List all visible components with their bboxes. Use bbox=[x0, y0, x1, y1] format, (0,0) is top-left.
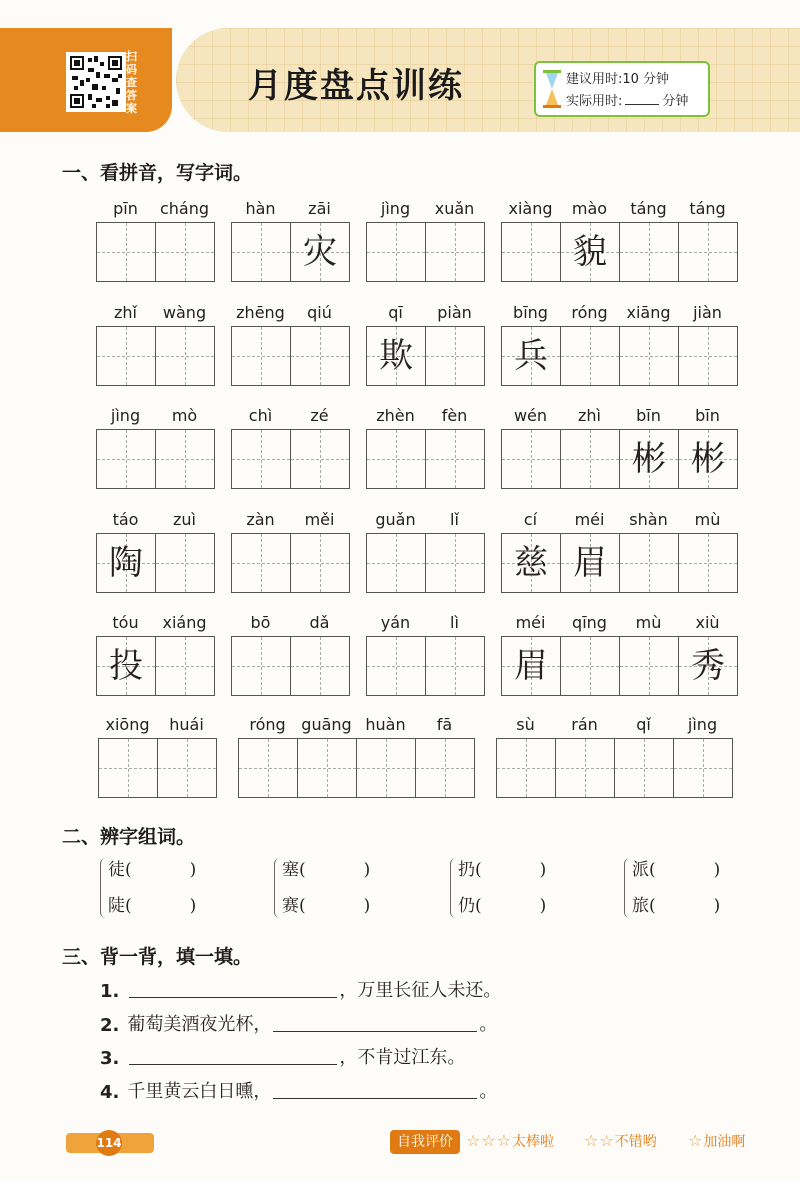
answer-cell[interactable] bbox=[502, 430, 561, 488]
pair-char: 塞( bbox=[282, 860, 306, 880]
pinyin-syllable: jìng bbox=[110, 406, 141, 425]
pinyin-syllable: bō bbox=[250, 613, 271, 632]
answer-blank[interactable] bbox=[273, 1097, 477, 1099]
pinyin-syllable: táng bbox=[630, 199, 667, 218]
pinyin-syllable: guāng bbox=[301, 715, 352, 734]
answer-cell[interactable] bbox=[156, 534, 215, 592]
answer-blank[interactable] bbox=[129, 996, 337, 998]
cell-char: 慈 bbox=[514, 543, 548, 583]
word-group bbox=[98, 712, 217, 798]
word-group bbox=[366, 300, 485, 386]
rating-keep-going[interactable] bbox=[688, 1131, 745, 1151]
answer-cell[interactable] bbox=[679, 223, 738, 281]
pinyin-syllable: mù bbox=[694, 510, 721, 529]
pinyin-row bbox=[231, 300, 350, 326]
brace-icon bbox=[624, 858, 631, 918]
writing-grid bbox=[238, 738, 475, 798]
given-char-cell bbox=[620, 430, 679, 488]
pinyin-row bbox=[366, 610, 485, 636]
rating-good[interactable] bbox=[584, 1131, 657, 1151]
word-group bbox=[501, 610, 738, 696]
answer-cell[interactable] bbox=[426, 223, 485, 281]
answer-cell[interactable] bbox=[416, 739, 475, 797]
pair-char: 赛( bbox=[282, 896, 306, 916]
writing-grid bbox=[366, 533, 485, 593]
poem-line bbox=[100, 1043, 465, 1069]
answer-cell[interactable] bbox=[357, 739, 416, 797]
answer-cell[interactable] bbox=[561, 430, 620, 488]
answer-cell[interactable] bbox=[97, 327, 156, 385]
word-group bbox=[231, 507, 350, 593]
answer-blank[interactable] bbox=[129, 1063, 337, 1065]
pinyin-syllable: lì bbox=[450, 613, 459, 632]
word-group bbox=[366, 196, 485, 282]
given-char-cell bbox=[502, 534, 561, 592]
pinyin-syllable: pīn bbox=[113, 199, 138, 218]
pinyin-row bbox=[98, 712, 217, 738]
answer-cell[interactable] bbox=[291, 637, 350, 695]
actual-time bbox=[566, 90, 688, 109]
answer-cell[interactable] bbox=[298, 739, 357, 797]
writing-grid bbox=[96, 326, 215, 386]
answer-cell[interactable] bbox=[502, 223, 561, 281]
answer-cell[interactable] bbox=[426, 534, 485, 592]
rating-label: 太棒啦 bbox=[512, 1134, 555, 1150]
qr-tab bbox=[0, 28, 172, 132]
answer-cell[interactable] bbox=[239, 739, 298, 797]
pinyin-syllable: xiōng bbox=[105, 715, 150, 734]
cell-char: 秀 bbox=[691, 646, 725, 686]
pinyin-syllable: xiàng bbox=[508, 199, 553, 218]
answer-cell[interactable] bbox=[615, 739, 674, 797]
paren-close: ) bbox=[539, 896, 547, 916]
poem-text: 。 bbox=[479, 1081, 498, 1102]
given-char-cell bbox=[97, 637, 156, 695]
pinyin-syllable: róng bbox=[571, 303, 608, 322]
page-number-badge bbox=[66, 1133, 154, 1153]
char-pair bbox=[108, 852, 196, 924]
answer-cell[interactable] bbox=[291, 327, 350, 385]
pair-char: 徒( bbox=[108, 860, 132, 880]
pinyin-syllable: huái bbox=[169, 715, 204, 734]
pair-item[interactable] bbox=[282, 852, 370, 888]
answer-cell[interactable] bbox=[97, 430, 156, 488]
suggested-time: 建议用时:10 分钟 bbox=[566, 72, 670, 87]
given-char-cell bbox=[679, 637, 738, 695]
cell-char: 眉 bbox=[573, 543, 607, 583]
pinyin-syllable: bīng bbox=[513, 303, 548, 322]
pinyin-syllable: mù bbox=[635, 613, 662, 632]
page-number: 114 bbox=[96, 1130, 122, 1156]
pinyin-row bbox=[366, 196, 485, 222]
paren-close: ) bbox=[539, 860, 547, 880]
writing-grid bbox=[366, 326, 485, 386]
pinyin-syllable: zhì bbox=[578, 406, 601, 425]
line-number: 2. bbox=[100, 1015, 120, 1036]
word-group bbox=[96, 196, 215, 282]
poem-text: ，不肯过江东。 bbox=[339, 1047, 466, 1068]
title-banner bbox=[176, 28, 800, 132]
word-group bbox=[366, 403, 485, 489]
given-char-cell bbox=[97, 534, 156, 592]
pinyin-syllable: zé bbox=[310, 406, 329, 425]
char-pair bbox=[632, 852, 720, 924]
pinyin-syllable: mò bbox=[171, 406, 198, 425]
pinyin-syllable: qǐ bbox=[636, 715, 651, 734]
paren-close: ) bbox=[189, 860, 197, 880]
cell-char: 兵 bbox=[514, 336, 548, 376]
pair-item[interactable] bbox=[108, 852, 196, 888]
word-group bbox=[501, 403, 738, 489]
pinyin-row bbox=[96, 300, 215, 326]
answer-cell[interactable] bbox=[367, 430, 426, 488]
answer-cell[interactable] bbox=[620, 534, 679, 592]
answer-cell[interactable] bbox=[561, 637, 620, 695]
page-title: 月度盘点训练 bbox=[248, 66, 464, 106]
pinyin-syllable: zhèn bbox=[376, 406, 415, 425]
answer-cell[interactable] bbox=[97, 223, 156, 281]
pinyin-row bbox=[366, 300, 485, 326]
pinyin-row bbox=[96, 610, 215, 636]
poem-line bbox=[100, 976, 501, 1002]
writing-grid bbox=[501, 222, 738, 282]
pinyin-row bbox=[231, 196, 350, 222]
answer-cell[interactable] bbox=[232, 637, 291, 695]
answer-cell[interactable] bbox=[291, 430, 350, 488]
pinyin-syllable: yán bbox=[380, 613, 411, 632]
poem-text: 葡萄美酒夜光杯， bbox=[127, 1014, 272, 1035]
pinyin-row bbox=[231, 610, 350, 636]
answer-cell[interactable] bbox=[367, 637, 426, 695]
writing-grid bbox=[496, 738, 733, 798]
brace-icon bbox=[274, 858, 281, 918]
word-group bbox=[96, 610, 215, 696]
answer-cell[interactable] bbox=[426, 637, 485, 695]
pinyin-syllable: róng bbox=[249, 715, 286, 734]
pinyin-syllable: lǐ bbox=[450, 510, 459, 529]
poem-text: 。 bbox=[479, 1014, 498, 1035]
pair-item[interactable] bbox=[458, 852, 546, 888]
pinyin-syllable: bīn bbox=[636, 406, 661, 425]
pinyin-syllable: jìng bbox=[380, 199, 411, 218]
poem-line bbox=[100, 1077, 497, 1103]
answer-cell[interactable] bbox=[291, 534, 350, 592]
cell-char: 彬 bbox=[632, 439, 666, 479]
answer-cell[interactable] bbox=[156, 430, 215, 488]
section3-heading: 三、背一背，填一填。 bbox=[62, 946, 253, 968]
pinyin-syllable: cháng bbox=[159, 199, 210, 218]
answer-cell[interactable] bbox=[367, 223, 426, 281]
answer-cell[interactable] bbox=[426, 327, 485, 385]
word-group bbox=[238, 712, 475, 798]
pinyin-row bbox=[496, 712, 733, 738]
pinyin-syllable: tóu bbox=[112, 613, 139, 632]
pinyin-syllable: táng bbox=[689, 199, 726, 218]
qr-label: 扫码查答案 bbox=[126, 50, 137, 115]
rating-label: 不错哟 bbox=[614, 1134, 657, 1150]
hourglass-icon bbox=[542, 69, 562, 109]
pinyin-row bbox=[231, 403, 350, 429]
pinyin-syllable: xiù bbox=[695, 613, 720, 632]
word-group bbox=[366, 507, 485, 593]
answer-cell[interactable] bbox=[620, 223, 679, 281]
char-pair bbox=[282, 852, 370, 924]
given-char-cell bbox=[561, 534, 620, 592]
given-char-cell bbox=[367, 327, 426, 385]
writing-grid bbox=[96, 222, 215, 282]
pinyin-row bbox=[501, 300, 738, 326]
actual-time-label: 实际用时: bbox=[566, 94, 623, 109]
qr-code[interactable] bbox=[66, 52, 126, 112]
pinyin-row bbox=[501, 610, 738, 636]
pinyin-syllable: fā bbox=[436, 715, 453, 734]
pinyin-syllable: qī bbox=[388, 303, 403, 322]
pinyin-syllable: guǎn bbox=[375, 510, 416, 529]
word-group bbox=[366, 610, 485, 696]
paren-close: ) bbox=[713, 896, 721, 916]
poem-text: 千里黄云白日曛， bbox=[127, 1081, 272, 1102]
pinyin-syllable: fèn bbox=[441, 406, 468, 425]
poem-text: ，万里长征人未还。 bbox=[339, 980, 502, 1001]
word-group bbox=[96, 300, 215, 386]
rating-label: 加油啊 bbox=[703, 1134, 746, 1150]
pinyin-syllable: jiàn bbox=[693, 303, 722, 322]
pinyin-syllable: méi bbox=[515, 613, 546, 632]
qr-code-icon bbox=[68, 54, 124, 110]
answer-cell[interactable] bbox=[556, 739, 615, 797]
cell-char: 灾 bbox=[303, 232, 337, 272]
answer-cell[interactable] bbox=[156, 327, 215, 385]
pinyin-syllable: qiú bbox=[307, 303, 332, 322]
answer-cell[interactable] bbox=[561, 327, 620, 385]
cell-char: 彬 bbox=[691, 439, 725, 479]
pinyin-syllable: chì bbox=[248, 406, 273, 425]
pinyin-syllable: dǎ bbox=[309, 613, 330, 632]
pinyin-row bbox=[501, 403, 738, 429]
poem-line bbox=[100, 1010, 497, 1036]
pinyin-syllable: shàn bbox=[629, 510, 668, 529]
word-group bbox=[231, 196, 350, 282]
pair-char: 扔( bbox=[458, 860, 482, 880]
pinyin-row bbox=[366, 403, 485, 429]
answer-cell[interactable] bbox=[156, 637, 215, 695]
writing-grid bbox=[96, 429, 215, 489]
pinyin-row bbox=[96, 196, 215, 222]
paren-close: ) bbox=[363, 860, 371, 880]
time-box bbox=[534, 61, 710, 117]
answer-cell[interactable] bbox=[620, 327, 679, 385]
answer-cell[interactable] bbox=[158, 739, 217, 797]
answer-cell[interactable] bbox=[497, 739, 556, 797]
actual-time-blank[interactable] bbox=[625, 104, 659, 105]
pinyin-syllable: xuǎn bbox=[434, 199, 475, 218]
self-eval-label: 自我评价 bbox=[390, 1130, 460, 1154]
answer-cell[interactable] bbox=[232, 223, 291, 281]
pinyin-syllable: wàng bbox=[162, 303, 207, 322]
pair-char: 仍( bbox=[458, 896, 482, 916]
writing-grid bbox=[98, 738, 217, 798]
actual-time-unit: 分钟 bbox=[662, 94, 689, 109]
brace-icon bbox=[100, 858, 107, 918]
section2-heading: 二、辨字组词。 bbox=[62, 826, 196, 848]
pinyin-row bbox=[366, 507, 485, 533]
pair-item[interactable] bbox=[458, 888, 546, 924]
pinyin-syllable: cí bbox=[523, 510, 538, 529]
pair-item[interactable] bbox=[282, 888, 370, 924]
writing-grid bbox=[501, 533, 738, 593]
pinyin-syllable: zhǐ bbox=[114, 303, 137, 322]
pinyin-row bbox=[501, 507, 738, 533]
writing-grid bbox=[96, 533, 215, 593]
writing-grid bbox=[366, 222, 485, 282]
pinyin-syllable: piàn bbox=[437, 303, 472, 322]
word-group bbox=[231, 403, 350, 489]
writing-grid bbox=[96, 636, 215, 696]
pinyin-syllable: huàn bbox=[365, 715, 406, 734]
cell-char: 投 bbox=[109, 646, 143, 686]
pinyin-syllable: xiáng bbox=[162, 613, 207, 632]
given-char-cell bbox=[561, 223, 620, 281]
pinyin-syllable: mào bbox=[571, 199, 608, 218]
pinyin-syllable: rán bbox=[571, 715, 598, 734]
pinyin-syllable: táo bbox=[112, 510, 139, 529]
star-icon: ☆☆☆ bbox=[466, 1131, 513, 1150]
writing-grid bbox=[501, 326, 738, 386]
answer-cell[interactable] bbox=[674, 739, 733, 797]
star-icon: ☆☆ bbox=[584, 1131, 615, 1150]
cell-char: 貌 bbox=[573, 232, 607, 272]
pinyin-syllable: zàn bbox=[246, 510, 275, 529]
pair-char: 旅( bbox=[632, 896, 656, 916]
writing-grid bbox=[366, 429, 485, 489]
word-group bbox=[496, 712, 733, 798]
word-group bbox=[501, 507, 738, 593]
pinyin-syllable: zuì bbox=[173, 510, 196, 529]
star-icon: ☆ bbox=[688, 1131, 704, 1150]
writing-grid bbox=[501, 636, 738, 696]
answer-cell[interactable] bbox=[232, 534, 291, 592]
answer-cell[interactable] bbox=[232, 430, 291, 488]
pinyin-syllable: hàn bbox=[245, 199, 276, 218]
writing-grid bbox=[501, 429, 738, 489]
paren-close: ) bbox=[189, 896, 197, 916]
pinyin-syllable: měi bbox=[304, 510, 335, 529]
pinyin-syllable: zhēng bbox=[236, 303, 285, 322]
pair-item[interactable] bbox=[632, 888, 720, 924]
pinyin-syllable: sù bbox=[516, 715, 535, 734]
word-group bbox=[96, 507, 215, 593]
answer-cell[interactable] bbox=[156, 223, 215, 281]
writing-grid bbox=[366, 636, 485, 696]
pinyin-row bbox=[238, 712, 475, 738]
given-char-cell bbox=[679, 430, 738, 488]
pair-char: 陡( bbox=[108, 896, 132, 916]
pinyin-syllable: qīng bbox=[572, 613, 607, 632]
writing-grid bbox=[231, 429, 350, 489]
answer-cell[interactable] bbox=[679, 534, 738, 592]
word-group bbox=[231, 300, 350, 386]
pinyin-row bbox=[231, 507, 350, 533]
answer-blank[interactable] bbox=[273, 1030, 477, 1032]
pinyin-syllable: wén bbox=[513, 406, 548, 425]
word-group bbox=[501, 196, 738, 282]
pair-item[interactable] bbox=[108, 888, 196, 924]
pinyin-syllable: méi bbox=[574, 510, 605, 529]
answer-cell[interactable] bbox=[367, 534, 426, 592]
line-number: 1. bbox=[100, 981, 120, 1002]
pinyin-row bbox=[96, 403, 215, 429]
line-number: 4. bbox=[100, 1082, 120, 1103]
word-group bbox=[501, 300, 738, 386]
pinyin-syllable: bīn bbox=[695, 406, 720, 425]
given-char-cell bbox=[291, 223, 350, 281]
answer-cell[interactable] bbox=[426, 430, 485, 488]
word-group bbox=[96, 403, 215, 489]
pair-char: 派( bbox=[632, 860, 656, 880]
paren-close: ) bbox=[713, 860, 721, 880]
pinyin-syllable: xiāng bbox=[626, 303, 671, 322]
pinyin-syllable: zāi bbox=[308, 199, 331, 218]
pair-item[interactable] bbox=[632, 852, 720, 888]
writing-grid bbox=[231, 222, 350, 282]
given-char-cell bbox=[502, 637, 561, 695]
writing-grid bbox=[231, 533, 350, 593]
answer-cell[interactable] bbox=[620, 637, 679, 695]
pinyin-row bbox=[501, 196, 738, 222]
writing-grid bbox=[231, 326, 350, 386]
rating-great[interactable] bbox=[466, 1131, 554, 1151]
pinyin-syllable: jìng bbox=[687, 715, 718, 734]
char-pair bbox=[458, 852, 546, 924]
line-number: 3. bbox=[100, 1048, 120, 1069]
given-char-cell bbox=[502, 327, 561, 385]
word-group bbox=[231, 610, 350, 696]
section1-heading: 一、看拼音，写字词。 bbox=[62, 162, 253, 184]
cell-char: 眉 bbox=[514, 646, 548, 686]
pinyin-row bbox=[96, 507, 215, 533]
answer-cell[interactable] bbox=[679, 327, 738, 385]
answer-cell[interactable] bbox=[99, 739, 158, 797]
cell-char: 陶 bbox=[109, 543, 143, 583]
brace-icon bbox=[450, 858, 457, 918]
cell-char: 欺 bbox=[379, 336, 413, 376]
paren-close: ) bbox=[363, 896, 371, 916]
writing-grid bbox=[231, 636, 350, 696]
answer-cell[interactable] bbox=[232, 327, 291, 385]
